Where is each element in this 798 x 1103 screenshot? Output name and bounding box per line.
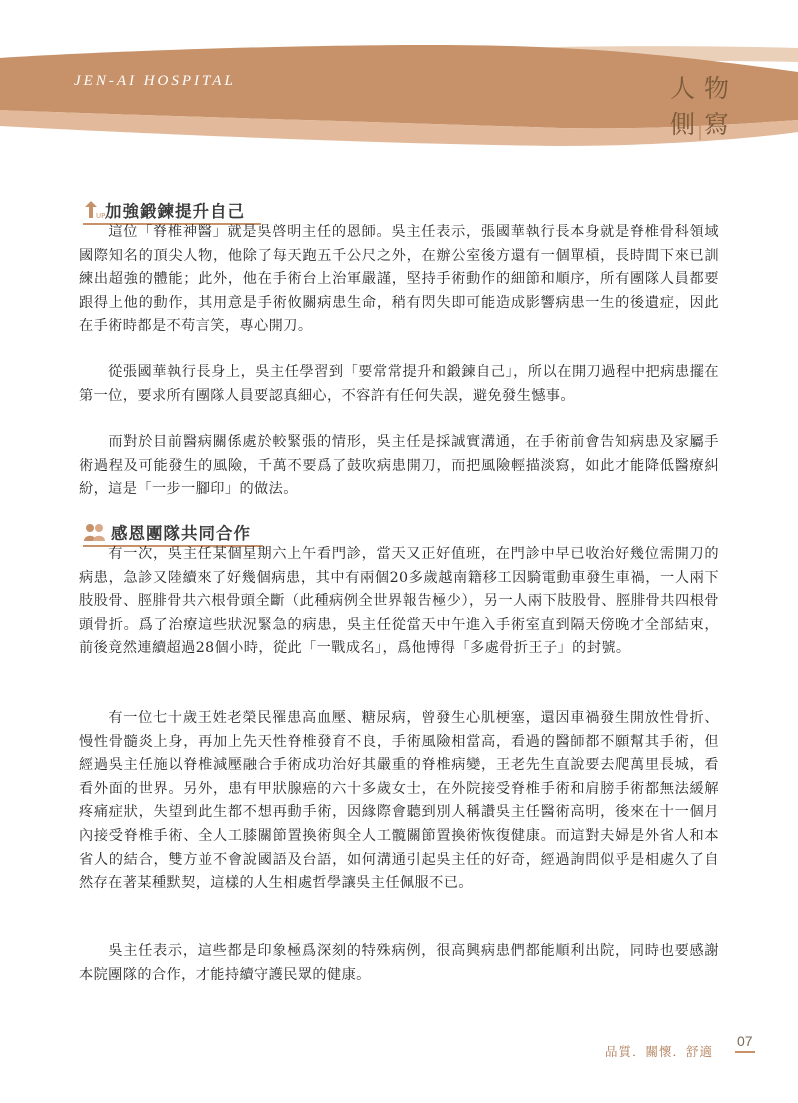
column-char-4: 寫 — [703, 110, 729, 139]
paragraph-4: 有一次，吳主任某個星期六上午看門診，當天又正好值班，在門診中早已收治好幾位需開刀的病患，急診又陸續來了好幾個病患，其中有兩個20多歲越南籍移工因騎電動車發生車禍，一人兩下肢股骨、脛腓骨共六根骨頭全斷（此種病例全世界報告極少），另一人兩下肢股骨、脛腓骨共四根骨頭骨折。爲了治療這些狀況緊急的病患，吳主任從當天中午進入手術室直到隔天傍晚才全部結束，前後竟然連續超過28個小時，從此「一戰成名」，爲他博得「多處骨折王子」的封號。 — [79, 546, 719, 657]
column-char-2: 物 — [703, 74, 729, 103]
footer-tagline: 品質．關懷．舒適 — [605, 1044, 714, 1059]
column-char-1: 人 — [669, 74, 695, 103]
arrow-up-icon — [83, 200, 105, 220]
section-heading-2 — [83, 520, 251, 544]
paragraph-2: 從張國華執行長身上，吳主任學習到「要常常提升和鍛鍊自己」，所以在開刀過程中把病患擺在第一位，要求所有團隊人員要認真細心，不容許有任何失誤，避免發生憾事。 — [79, 364, 719, 404]
section-title-2: 感恩團隊共同合作 — [111, 524, 251, 543]
people-icon — [83, 522, 107, 542]
column-char-3: 側 — [669, 110, 695, 139]
section-title-1: 加強鍛鍊提升自己 — [105, 202, 245, 221]
paragraph-3: 而對於目前醫病關係處於較緊張的情形，吳主任是採誠實溝通，在手術前會告知病患及家屬手術過程及可能發生的風險，千萬不要爲了鼓吹病患開刀，而把風險輕描淡寫，如此才能降低醫療糾紛，這是「一步一腳印」的做法。 — [79, 434, 719, 498]
paragraph-1: 這位「脊椎神醫」就是吳啓明主任的恩師。吳主任表示，張國華執行長本身就是脊椎骨科領域國際知名的頂尖人物，他除了每天跑五千公尺之外，在辦公室後方還有一個單槓，長時間下來已訓練出超強的體能；此外，他在手術台上治軍嚴謹，堅持手術動作的細節和順序，所有團隊人員都要跟得上他的動作，其用意是手術攸關病患生命，稍有閃失即可能造成影響病患一生的後遺症，因此在手術時都是不苟言笑，專心開刀。 — [79, 224, 719, 335]
svg-text:UP: UP — [96, 212, 105, 220]
page-number: 07 — [737, 1033, 753, 1049]
section-heading-1 — [83, 198, 245, 222]
column-tag — [666, 72, 734, 142]
page-number-underline — [735, 1051, 755, 1053]
paragraph-6: 吳主任表示，這些都是印象極爲深刻的特殊病例，很高興病患們都能順利出院，同時也要感謝本院團隊的合作，才能持續守護民眾的健康。 — [79, 943, 719, 983]
paragraph-5: 有一位七十歲王姓老榮民罹患高血壓、糖尿病，曾發生心肌梗塞，還因車禍發生開放性骨折、慢性骨髓炎上身，再加上先天性脊椎發育不良，手術風險相當高，看過的醫師都不願幫其手術，但經過吳主任施以脊椎減壓融合手術成功治好其嚴重的脊椎病變，王老先生直說要去爬萬里長城，看看外面的世界。另外，患有甲狀腺癌的六十多歲女士，在外院接受脊椎手術和肩膀手術都無法緩解疼痛症狀，失望到此生都不想再動手術，因緣際會聽到別人稱讚吳主任醫術高明，後來在十一個月內接受脊椎手術、全人工膝關節置換術與全人工髖關節置換術恢復健康。而這對夫婦是外省人和本省人的結合，雙方並不會說國語及台語，如何溝通引起吳主任的好奇，經過詢問似乎是相處久了自然存在著某種默契，這樣的人生相處哲學讓吳主任佩服不已。 — [79, 710, 719, 892]
hospital-name: JEN-AI HOSPITAL — [74, 73, 236, 89]
